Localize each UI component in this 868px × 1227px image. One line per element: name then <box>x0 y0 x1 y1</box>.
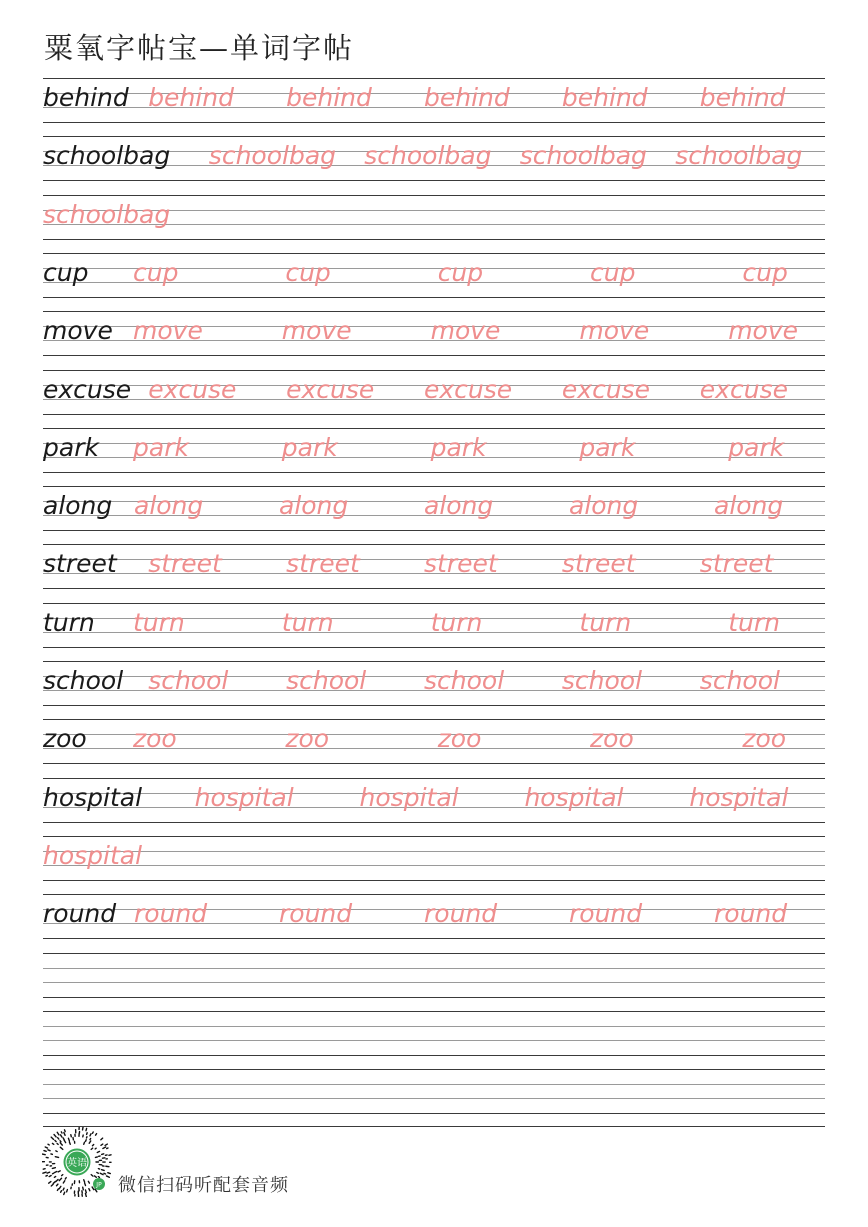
trace-word: hospital <box>689 782 789 812</box>
ruled-line <box>43 603 825 604</box>
trace-word: round <box>424 899 498 929</box>
ruled-line <box>43 865 825 866</box>
qr-corner-label: JP <box>96 1181 102 1189</box>
ruled-line <box>43 588 825 589</box>
ruled-line <box>43 239 825 240</box>
trace-word: along <box>134 491 204 521</box>
footer <box>42 1127 342 1199</box>
model-word: schoolbag <box>43 141 171 171</box>
trace-word: park <box>728 432 785 462</box>
trace-word: hospital <box>43 840 143 870</box>
ruled-line <box>43 486 825 487</box>
ruled-line <box>43 647 825 648</box>
model-word: turn <box>43 607 95 637</box>
trace-word: hospital <box>524 782 624 812</box>
ruled-line <box>43 880 825 881</box>
ruled-line <box>43 1026 825 1027</box>
trace-word: along <box>279 491 349 521</box>
model-word: school <box>43 666 124 695</box>
trace-word: turn <box>430 607 483 637</box>
model-word: park <box>43 432 99 462</box>
ruled-line <box>43 1113 825 1114</box>
ruled-line <box>43 428 825 429</box>
ruled-line <box>43 1069 825 1070</box>
trace-word: school <box>286 666 367 695</box>
ruled-line <box>43 894 825 895</box>
model-word: move <box>43 316 113 346</box>
trace-word: round <box>134 899 208 929</box>
ruled-line <box>43 982 825 983</box>
trace-word: behind <box>286 83 372 112</box>
ruled-line <box>43 1040 825 1041</box>
writing-sheet <box>43 0 825 1227</box>
ruled-line <box>43 180 825 181</box>
footer-caption: 微信扫码听配套音频 <box>118 1175 289 1196</box>
ruled-line <box>43 661 825 662</box>
trace-word: excuse <box>699 374 788 404</box>
trace-word: excuse <box>561 374 651 404</box>
trace-word: park <box>281 432 338 462</box>
ruled-line <box>43 253 825 254</box>
trace-word: behind <box>699 83 786 112</box>
model-word: cup <box>43 257 89 287</box>
trace-word: along <box>424 491 494 521</box>
trace-word: park <box>579 432 636 462</box>
trace-word: schoolbag <box>364 141 492 171</box>
trace-word: move <box>133 316 203 346</box>
trace-word: cup <box>133 257 179 287</box>
trace-word: cup <box>285 257 331 287</box>
ruled-line <box>43 719 825 720</box>
trace-word: school <box>699 666 780 695</box>
trace-word: street <box>286 549 360 579</box>
ruled-line <box>43 297 825 298</box>
trace-word: street <box>148 549 222 579</box>
ruled-line <box>43 778 825 779</box>
trace-word: move <box>728 316 799 346</box>
ruled-line <box>43 851 825 852</box>
trace-word: park <box>430 432 487 462</box>
trace-word: zoo <box>133 724 177 754</box>
trace-word: behind <box>561 83 648 112</box>
trace-word: cup <box>742 257 788 287</box>
ruled-line <box>43 414 825 415</box>
ruled-line <box>43 822 825 823</box>
trace-word: behind <box>424 83 510 112</box>
ruled-line <box>43 472 825 473</box>
trace-word: cup <box>590 257 636 287</box>
model-word: along <box>43 491 113 521</box>
model-word: behind <box>43 83 129 112</box>
trace-word: along <box>714 491 784 521</box>
trace-word: zoo <box>437 724 482 754</box>
trace-word: schoolbag <box>208 141 337 171</box>
trace-word: round <box>569 899 643 929</box>
trace-word: schoolbag <box>519 141 647 171</box>
ruled-line <box>43 836 825 837</box>
trace-word: move <box>430 316 501 346</box>
ruled-line <box>43 1098 825 1099</box>
ruled-line <box>43 370 825 371</box>
trace-word: street <box>699 549 774 579</box>
ruled-line <box>43 530 825 531</box>
trace-word: school <box>424 666 505 695</box>
ruled-line <box>43 195 825 196</box>
trace-word: move <box>281 316 352 346</box>
ruled-line <box>43 136 825 137</box>
trace-word: zoo <box>285 724 330 754</box>
trace-word: round <box>279 899 353 929</box>
ruled-line <box>43 122 825 123</box>
trace-word: excuse <box>148 374 237 404</box>
ruled-line <box>43 763 825 764</box>
trace-word: excuse <box>286 374 375 404</box>
trace-word: turn <box>579 607 632 637</box>
ruled-line <box>43 78 825 79</box>
ruled-line <box>43 311 825 312</box>
trace-word: street <box>424 549 498 579</box>
trace-word: park <box>133 432 189 462</box>
ruled-line <box>43 953 825 954</box>
trace-word: zoo <box>590 724 634 754</box>
ruled-line <box>43 997 825 998</box>
model-word: street <box>43 549 117 579</box>
ruled-line <box>43 938 825 939</box>
trace-word: behind <box>148 83 234 112</box>
ruled-line <box>43 355 825 356</box>
trace-word: move <box>579 316 650 346</box>
trace-word: turn <box>728 607 780 637</box>
model-word: excuse <box>43 374 132 404</box>
trace-word: turn <box>281 607 334 637</box>
model-word: zoo <box>43 724 87 754</box>
trace-word: turn <box>133 607 185 637</box>
trace-word: round <box>714 899 788 929</box>
trace-word: street <box>561 549 636 579</box>
trace-word: cup <box>437 257 484 287</box>
model-word: round <box>43 899 117 929</box>
trace-word: schoolbag <box>675 141 803 171</box>
ruled-line <box>43 705 825 706</box>
trace-word: excuse <box>424 374 513 404</box>
trace-word: hospital <box>359 782 459 812</box>
qr-badge-label: 英语 <box>67 1158 87 1169</box>
trace-word: along <box>569 491 639 521</box>
trace-word: school <box>148 666 229 695</box>
model-word: hospital <box>43 782 143 812</box>
ruled-line <box>43 1011 825 1012</box>
ruled-line <box>43 1055 825 1056</box>
ruled-line <box>43 544 825 545</box>
ruled-line <box>43 1084 825 1085</box>
qr-code-icon <box>42 1127 112 1197</box>
trace-word: zoo <box>742 724 787 754</box>
trace-word: hospital <box>194 782 294 812</box>
ruled-line <box>43 968 825 969</box>
trace-word: school <box>561 666 643 695</box>
page-title: 粟氧字帖宝—单词字帖 <box>44 31 355 65</box>
trace-word: schoolbag <box>43 199 171 229</box>
